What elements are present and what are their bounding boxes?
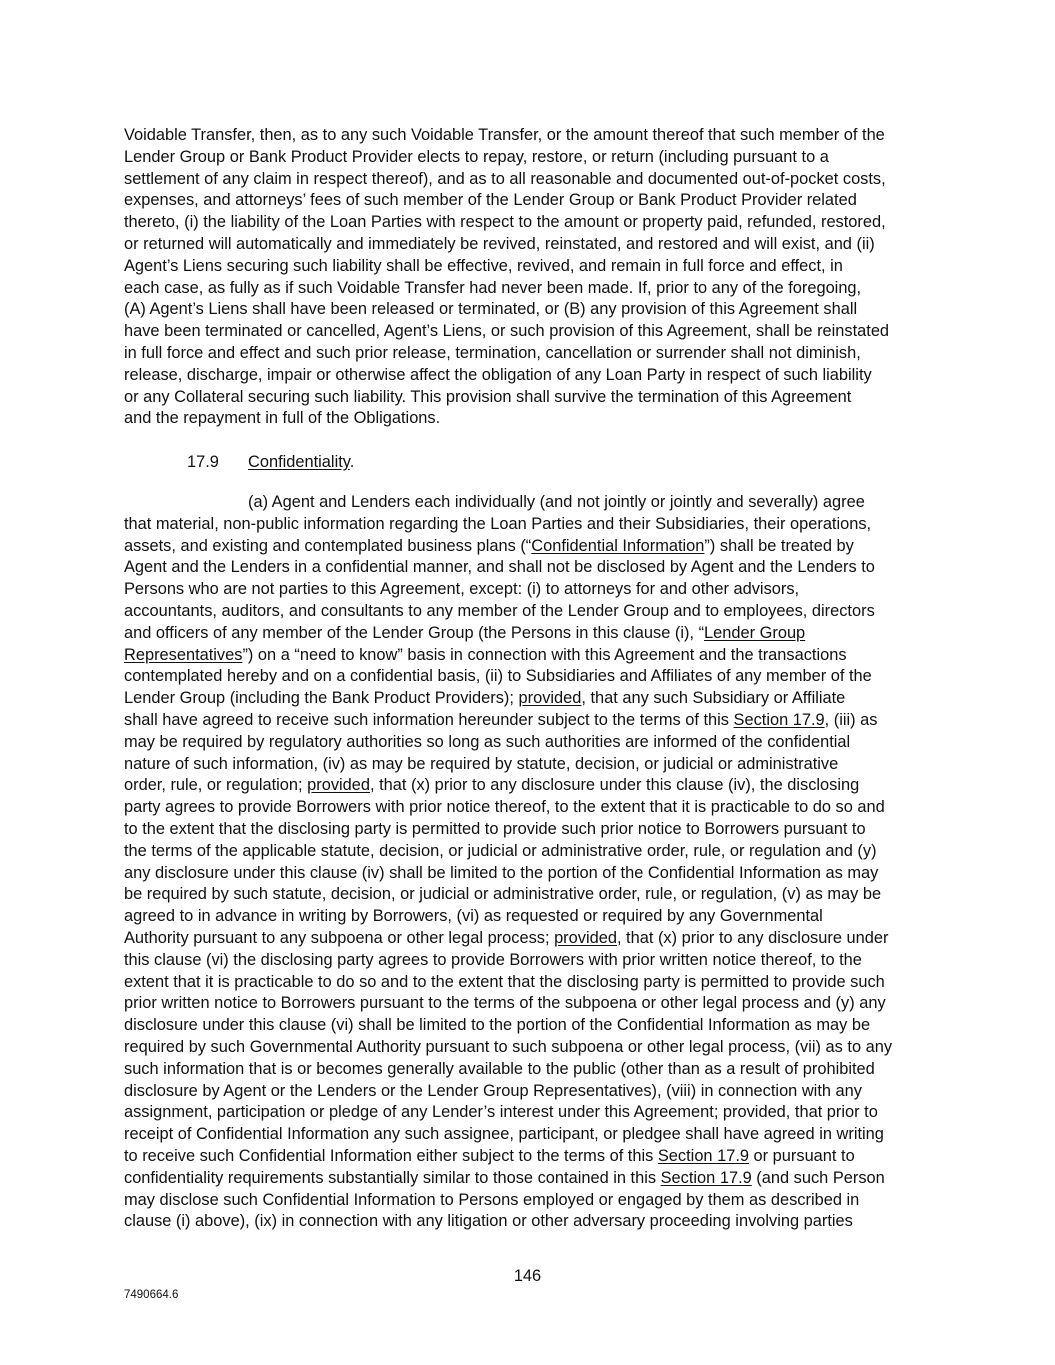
text-run: , (iii) as [824, 710, 878, 729]
text-line: nature of such information, (iv) as may be required by statute, decision, or judicial or administrative [124, 754, 839, 773]
defined-term-lender-group: Lender Group [704, 623, 806, 642]
defined-term-representatives: Representatives [124, 645, 243, 664]
text-line: Persons who are not parties to this Agreement, except: (i) to attorneys for and other advisors, [124, 580, 800, 599]
provided-term: provided [554, 928, 617, 947]
text-run: shall have agreed to receive such information hereunder subject to the terms of this [124, 710, 734, 729]
text-run: confidentiality requirements substantially similar to those contained in this [124, 1168, 661, 1187]
text-line: each case, as fully as if such Voidable Transfer had never been made. If, prior to any of the foregoing, [124, 278, 862, 297]
text-line: disclosure under this clause (vi) shall be limited to the portion of the Confidential Information as may be [124, 1016, 871, 1035]
section-reference: Section 17.9 [660, 1168, 752, 1187]
text-line: Voidable Transfer, then, as to any such Voidable Transfer, or the amount thereof that such member of the [124, 126, 885, 144]
text-line: receipt of Confidential Information any such assignee, participant, or pledgee shall have agreed in writing [124, 1125, 884, 1144]
text-line: the terms of the applicable statute, decision, or judicial or administrative order, rule, or regulation and (y) [124, 841, 877, 860]
text-line: required by such Governmental Authority pursuant to such subpoena or other legal process, (vii) as to any [124, 1037, 893, 1056]
text-line: may be required by regulatory authorities so long as such authorities are informed of the confidential [124, 732, 851, 751]
text-run: , that (x) prior to any disclosure under this clause (iv), the disclosing [370, 776, 860, 795]
text-line: have been terminated or cancelled, Agent’s Liens, or such provision of this Agreement, shall be reinstated [124, 322, 890, 341]
provided-term: provided [307, 776, 371, 795]
text-line: prior written notice to Borrowers pursuant to the terms of the subpoena or other legal process and (y) any [124, 994, 886, 1013]
text-run: to receive such Confidential Information either subject to the terms of this [124, 1146, 658, 1165]
text-line [124, 1168, 936, 1190]
text-line [124, 645, 936, 667]
section-reference: Section 17.9 [733, 710, 825, 729]
defined-term-confidential-information: Confidential Information [531, 536, 705, 555]
text-line: settlement of any claim in respect thereof), and as to all reasonable and documented out-of-pocket costs, [124, 169, 886, 188]
text-line: clause (i) above), (ix) in connection with any litigation or other adversary proceeding involving parties [124, 1212, 853, 1231]
text-line: in full force and effect and such prior release, termination, cancellation or surrender shall not diminish, [124, 343, 861, 362]
section-number: 17.9 [187, 453, 219, 471]
text-line [124, 536, 936, 558]
paragraph-voidable-transfer [124, 125, 936, 430]
section-reference: Section 17.9 [657, 1146, 749, 1165]
text-run: , that any such Subsidiary or Affiliate [581, 689, 846, 708]
text-line: to the extent that the disclosing party is permitted to provide such prior notice to Borrowers pursuant to [124, 819, 866, 838]
text-line: assignment, participation or pledge of any Lender’s interest under this Agreement; provided, that prior to [124, 1103, 878, 1122]
text-line: any disclosure under this clause (iv) shall be limited to the portion of the Confidential Information as may [124, 863, 879, 882]
text-run: Authority pursuant to any subpoena or other legal process; [124, 928, 555, 947]
text-line: may disclose such Confidential Information to Persons employed or engaged by them as described in [124, 1190, 860, 1209]
page-number: 146 [513, 1267, 542, 1285]
text-line [124, 492, 936, 514]
text-line: this clause (vi) the disclosing party agrees to provide Borrowers with prior written notice thereof, to the [124, 950, 862, 969]
text-run: Lender Group (including the Bank Product Providers); [124, 689, 519, 708]
text-run: (a) Agent and Lenders each individually (and not jointly or jointly and severally) agree [248, 493, 865, 511]
text-line: and the repayment in full of the Obligations. [124, 409, 441, 428]
text-line: party agrees to provide Borrowers with prior notice thereof, to the extent that it is practicable to do so and [124, 798, 885, 817]
text-run: ”) on a “need to know” basis in connection with this Agreement and the transactions [242, 645, 847, 664]
text-line: (A) Agent’s Liens shall have been released or terminated, or (B) any provision of this Agreement shall [124, 300, 858, 319]
text-run: assets, and existing and contemplated business plans (“ [124, 536, 532, 555]
text-line: agreed to in advance in writing by Borrowers, (vi) as requested or required by any Governmental [124, 907, 823, 926]
text-line: thereto, (i) the liability of the Loan Parties with respect to the amount or property paid, refunded, restored, [124, 213, 886, 232]
text-line: or any Collateral securing such liability. This provision shall survive the termination of this Agreement [124, 387, 852, 406]
text-line [124, 775, 936, 797]
text-line: Lender Group or Bank Product Provider elects to repay, restore, or return (including pursuant to a [124, 147, 829, 166]
text-line: release, discharge, impair or otherwise affect the obligation of any Loan Party in respect of such liability [124, 365, 872, 384]
text-run: (and such Person [751, 1168, 885, 1187]
text-run: , that (x) prior to any disclosure under [616, 928, 889, 947]
text-line: extent that it is practicable to do so and to the extent that the disclosing party is permitted to provide such [124, 972, 885, 991]
text-line [124, 623, 936, 645]
text-line [124, 1146, 936, 1168]
text-line: accountants, auditors, and consultants to any member of the Lender Group and to employees, directors [124, 601, 875, 620]
text-line [124, 688, 936, 710]
text-line [124, 928, 936, 950]
text-line: Agent’s Liens securing such liability shall be effective, revived, and remain in full force and effect, in [124, 256, 843, 275]
text-run: and officers of any member of the Lender Group (the Persons in this clause (i), “ [124, 623, 705, 642]
text-line [124, 710, 936, 732]
section-heading [187, 451, 354, 473]
document-id: 7490664.6 [124, 1289, 179, 1301]
section-title: Confidentiality [248, 453, 350, 471]
text-line: disclosure by Agent or the Lenders or the Lender Group Representatives), (viii) in connection with any [124, 1081, 862, 1100]
text-line: expenses, and attorneys’ fees of such member of the Lender Group or Bank Product Provider related [124, 191, 857, 210]
text-line: contemplated hereby and on a confidential basis, (ii) to Subsidiaries and Affiliates of any member of the [124, 667, 872, 686]
text-line: Agent and the Lenders in a confidential manner, and shall not be disclosed by Agent and the Lenders to [124, 558, 875, 577]
provided-term: provided [518, 689, 582, 708]
text-run: ”) shall be treated by [704, 536, 854, 555]
text-run: order, rule, or regulation; [124, 776, 308, 795]
text-line: or returned will automatically and immediately be revived, reinstated, and restored and will exist, and (ii) [124, 234, 875, 253]
text-run: or pursuant to [749, 1146, 855, 1165]
text-line: be required by such statute, decision, or judicial or administrative order, rule, or regulation, (v) as may be [124, 885, 882, 904]
paragraph-confidentiality-a [124, 492, 936, 1233]
text-line: such information that is or becomes generally available to the public (other than as a result of prohibited [124, 1059, 875, 1078]
section-title-suffix: . [349, 453, 355, 471]
text-line: that material, non-public information regarding the Loan Parties and their Subsidiaries, their operations, [124, 514, 872, 533]
